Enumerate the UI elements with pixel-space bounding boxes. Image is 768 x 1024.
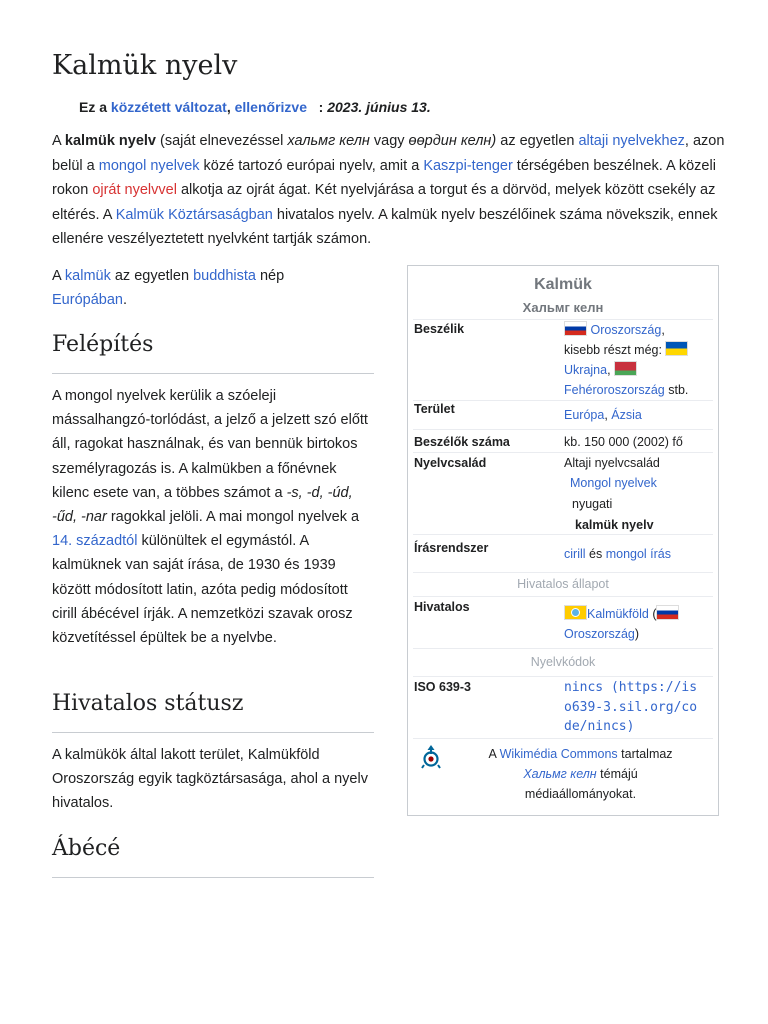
link-asia[interactable]: Ázsia (611, 408, 642, 422)
link-ukraine[interactable]: Ukrajna (564, 363, 608, 377)
status-paragraph: A kalmükök által lakott terület, Kalmükföld Oroszország egyik tagköztársasága, ahol a nyelv hivatalos. (52, 747, 368, 812)
link-buddhist[interactable]: buddhista (193, 268, 256, 284)
divider (413, 400, 713, 401)
iso-label-link[interactable]: ISO 639-3 (414, 680, 471, 694)
buddhist-paragraph: A kalmük az egyetlen buddhista nép Európában. (52, 268, 285, 309)
link-europe[interactable]: Európában (52, 292, 123, 309)
codes-section-header: Nyelvkódok (530, 655, 596, 669)
checked-link[interactable]: ellenőrizve (234, 99, 307, 115)
divider (52, 877, 374, 878)
revision-date: 2023. június 13. (327, 99, 431, 115)
divider (413, 648, 713, 649)
infobox-title: Kalmük (534, 276, 592, 293)
area-value: Európa, Ázsia (564, 408, 642, 422)
script-value: cirill és mongol írás (564, 547, 672, 561)
family-label-link[interactable]: Nyelvcsalád (414, 456, 487, 470)
official-value: Kalmükföld ( Oroszország) (564, 604, 712, 644)
kalmykia-flag-icon (564, 605, 587, 620)
language-infobox (407, 265, 719, 816)
official-label: Hivatalos (414, 600, 470, 614)
ukraine-flag-icon (665, 341, 688, 356)
belarus-flag-icon (614, 361, 637, 376)
divider (52, 373, 374, 374)
russia-flag-icon (656, 605, 679, 620)
link-mongol-languages[interactable]: Mongol nyelvek (570, 476, 657, 490)
script-label: Írásrendszer (414, 541, 489, 555)
link-europa[interactable]: Európa (564, 408, 605, 422)
heading-alphabet: Ábécé (52, 836, 121, 861)
link-belarus[interactable]: Fehéroroszország (564, 383, 665, 397)
link-kalmykia[interactable]: Kalmükföld (587, 607, 649, 621)
commons-note: A Wikimédia Commons tartalmaz Хальмг келн témájú médiaállományokat. (488, 747, 673, 801)
link-russia-official[interactable]: Oroszország (564, 627, 635, 641)
official-section-header: Hivatalos állapot (517, 577, 609, 591)
page-title: Kalmük nyelv (52, 50, 238, 81)
family-value: Altaji nyelvcsalád Mongol nyelvek nyugati kalmük nyelv (564, 456, 660, 532)
speakers-value: kb. 150 000 (2002) fő (564, 435, 683, 449)
intro-paragraph: A kalmük nyelv (saját elnevezéssel хальмг келн vagy өөрдин келн) az egyetlen altaji nyelvekhez, azon belül a mongol nyelvek közé tartozó európai nyelv, amit a Kaszpi-tenger térségében beszélnek. A közeli rokon ojrát nyelvvel alkotja az ojrát ágat. Két nyelvjárása a torgut és a dörvöd, melyek között csekély az eltérés. A Kalmük Köztársaságban hivatalos nyelv. A kalmük nyelv beszélőinek száma növekszik, ennek ellenére veszélyeztetett nyelvként tartják számon. (52, 133, 725, 247)
link-commons[interactable]: Wikimédia Commons (499, 747, 618, 761)
link-commons-topic[interactable]: Хальмг келн (523, 767, 597, 781)
speakers-label: Beszélők száma (414, 435, 510, 449)
divider (413, 429, 713, 430)
published-version-link[interactable]: közzétett változat (110, 99, 227, 115)
link-cyrillic[interactable]: cirill (564, 547, 586, 561)
heading-status: Hivatalos státusz (52, 691, 244, 716)
divider (52, 732, 374, 733)
divider (413, 572, 713, 573)
link-mongol-script[interactable]: mongol írás (605, 547, 672, 561)
link-russia[interactable]: Oroszország (590, 323, 662, 337)
divider (413, 534, 713, 535)
link-oirat[interactable]: ojrát nyelvvel (92, 182, 177, 198)
link-mongolic[interactable]: mongol nyelvek (98, 157, 200, 174)
link-caspian[interactable]: Kaszpi-tenger (423, 157, 513, 174)
russia-flag-icon (564, 321, 587, 336)
area-label: Terület (414, 402, 455, 416)
revision-notice: Ez a közzétett változat, ellenőrizve : 2023. június 13. (79, 99, 431, 115)
iso-value-link[interactable]: nincs (https://is o639-3.sil.org/co de/nincs) (564, 680, 698, 734)
divider (413, 596, 713, 597)
link-altaic[interactable]: altaji nyelvekhez (578, 133, 685, 149)
divider (413, 676, 713, 677)
divider (413, 738, 713, 739)
wikimedia-commons-icon (420, 744, 442, 770)
heading-structure: Felépítés (52, 332, 154, 357)
structure-paragraph: A mongol nyelvek kerülik a szóeleji mássalhangzó-torlódást, a jelző a jelzett szó előtt áll, ragokat használnak, és van bennük birtokos személyragozás is. A kalmükben a főnévnek kilenc esete van, a többes számot a -s, -d, -úd, -űd, -nar ragokkal jelöli. A mai mongol nyelvek a 14. századtól különültek el egymástól. A kalmüknek van saját írása, de 1930 és 1939 között módosított latin, azóta pedig módosított cirill ábécével írják. A nemzetközi szavak orosz közvetítéssel épültek be a nyelvbe. (52, 388, 368, 647)
spoken-label: Beszélik (414, 322, 465, 336)
link-kalmyk-republic[interactable]: Kalmük Köztársaságban (115, 206, 273, 223)
link-14th-century[interactable]: 14. századtól (52, 533, 138, 550)
infobox-subtitle: Хальмг келн (522, 300, 604, 315)
spoken-value: Oroszország, kisebb részt még: Ukrajna, Fehéroroszország stb. (564, 323, 689, 397)
link-kalmyk[interactable]: kalmük (64, 268, 111, 284)
